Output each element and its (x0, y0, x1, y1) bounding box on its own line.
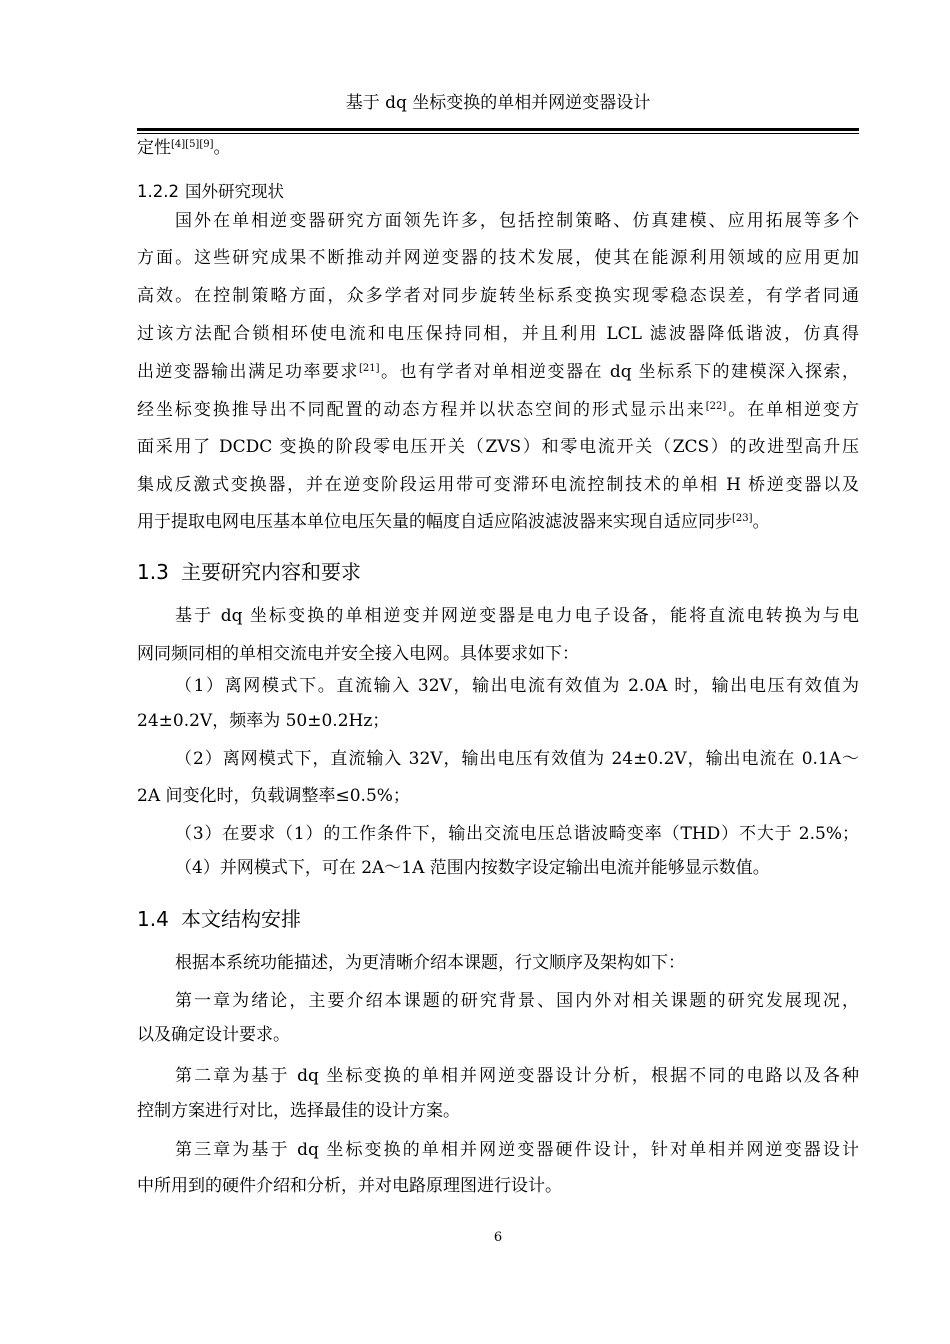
paragraph-line: 控制方案进行对比，选择最佳的设计方案。 (137, 1101, 460, 1121)
paragraph-line: 中所用到的硬件介绍和分析，并对电路原理图进行设计。 (137, 1176, 562, 1196)
page-number: 6 (493, 1230, 503, 1245)
continuation-line: 定性[4][5][9]。 (137, 138, 231, 158)
running-header: 基于 dq 坐标变换的单相并网逆变器设计 (345, 93, 651, 113)
paragraph-line: 面采用了 DCDC 变换的阶段零电压开关（ZVS）和零电流开关（ZCS）的改进型高升压 (137, 437, 859, 457)
paragraph-line: 集成反激式变换器，并在逆变阶段运用带可变滞环电流控制技术的单相 H 桥逆变器以及 (137, 475, 859, 495)
paragraph-line: 以及确定设计要求。 (137, 1025, 290, 1045)
citation: [21] (358, 363, 380, 374)
citation: [22] (705, 401, 727, 412)
requirement-2: （2）离网模式下，直流输入 32V，输出电压有效值为 24±0.2V，输出电流在 0.1A～ (175, 749, 859, 769)
requirement-1: （1）离网模式下。直流输入 32V，输出电流有效值为 2.0A 时，输出电压有效值为 (175, 676, 859, 696)
paragraph-line: 用于提取电网电压基本单位电压矢量的幅度自适应陷波滤波器来实现自适应同步[23]。 (137, 512, 770, 532)
header-rule-thin (137, 133, 859, 134)
paragraph-line: 第一章为绪论，主要介绍本课题的研究背景、国内外对相关课题的研究发展现况， (175, 991, 859, 1011)
requirement-3: （3）在要求（1）的工作条件下，输出交流电压总谐波畸变率（THD）不大于 2.5%； (175, 824, 859, 844)
paragraph-line: 高效。在控制策略方面，众多学者对同步旋转坐标系变换实现零稳态误差，有学者同通 (137, 286, 859, 306)
paragraph-line: 第三章为基于 dq 坐标变换的单相并网逆变器硬件设计，针对单相并网逆变器设计 (175, 1140, 859, 1160)
section-heading-1-2-2: 1.2.2 国外研究现状 (137, 182, 284, 201)
section-heading-1-4: 1.4 本文结构安排 (137, 907, 301, 931)
paragraph-line: 国外在单相逆变器研究方面领先许多，包括控制策略、仿真建模、应用拓展等多个 (175, 211, 859, 231)
citation: [23] (732, 513, 753, 524)
paragraph-line: 第二章为基于 dq 坐标变换的单相并网逆变器设计分析，根据不同的电路以及各种 (175, 1066, 859, 1086)
paragraph-line: 方面。这些研究成果不断推动并网逆变器的技术发展，使其在能源利用领域的应用更加 (137, 248, 859, 268)
paragraph-line: 出逆变器输出满足功率要求[21]。也有学者对单相逆变器在 dq 坐标系下的建模深入探索， (137, 362, 859, 382)
paragraph-line: 24±0.2V，频率为 50±0.2Hz； (137, 711, 390, 731)
requirement-4: （4）并网模式下，可在 2A～1A 范围内按数字设定输出电流并能够显示数值。 (175, 858, 770, 878)
header-rule-thick (137, 128, 859, 131)
paragraph-line: 经坐标变换推导出不同配置的动态方程并以状态空间的形式显示出来[22]。在单相逆变方 (137, 400, 860, 420)
paragraph-line: 过该方法配合锁相环使电流和电压保持同相，并且利用 LCL 滤波器降低谐波，仿真得 (137, 324, 859, 344)
paragraph-line: 网同频同相的单相交流电并安全接入电网。具体要求如下： (137, 644, 579, 664)
section-heading-1-3: 1.3 主要研究内容和要求 (137, 560, 361, 584)
citation: [4][5][9] (171, 139, 214, 150)
paragraph-line: 根据本系统功能描述，为更清晰介绍本课题，行文顺序及架构如下： (175, 953, 685, 973)
paragraph-line: 基于 dq 坐标变换的单相逆变并网逆变器是电力电子设备，能将直流电转换为与电 (175, 606, 859, 626)
paragraph-line: 2A 间变化时，负载调整率≤0.5%； (137, 786, 410, 806)
